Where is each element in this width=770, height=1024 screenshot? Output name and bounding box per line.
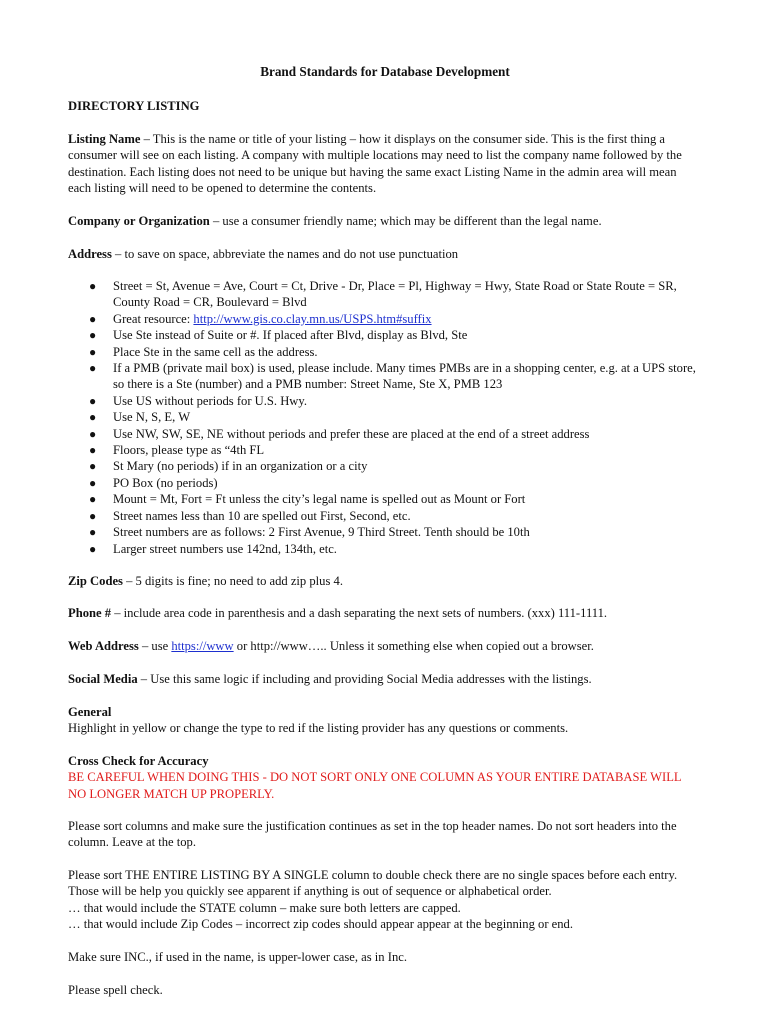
list-item: ● Floors, please type as “4th FL bbox=[89, 443, 265, 458]
list-item: ● Use N, S, E, W bbox=[89, 410, 191, 425]
bullet-icon: ● bbox=[89, 393, 97, 408]
document-title: Brand Standards for Database Development bbox=[260, 64, 510, 79]
list-item: ● Place Ste in the same cell as the address. bbox=[89, 344, 318, 359]
list-item: ● Street = St, Avenue = Ave, Court = Ct, Drive - Dr, Place = Pl, Highway = Hwy, State Road or State Route = SR, County Road = CR, Boulevard = Blvd bbox=[89, 279, 677, 310]
web-label: Web Address bbox=[68, 639, 139, 653]
section-heading: DIRECTORY LISTING bbox=[68, 99, 200, 113]
bullet-icon: ● bbox=[89, 459, 97, 474]
web-paragraph: Web Address – use https://www or http://www….. Unless it something else when copied out a browser. bbox=[68, 639, 594, 653]
bullet-icon: ● bbox=[89, 492, 97, 507]
zip-text: – 5 digits is fine; no need to add zip plus 4. bbox=[122, 574, 343, 588]
list-item: ● Mount = Mt, Fort = Ft unless the city’s legal name is spelled out as Mount or Fort bbox=[89, 492, 526, 507]
cross-check-warning: BE CAREFUL WHEN DOING THIS - DO NOT SORT ONLY ONE COLUMN AS YOUR ENTIRE DATABASE WILL NO LONGER MATCH UP PROPERLY. bbox=[68, 770, 682, 801]
company-label: Company or Organization bbox=[68, 214, 210, 228]
listing-name-label: Listing Name bbox=[68, 132, 141, 146]
address-text: – to save on space, abbreviate the names and do not use punctuation bbox=[111, 247, 459, 261]
address-paragraph bbox=[68, 246, 700, 262]
bullet-icon: ● bbox=[89, 541, 97, 556]
company-text: – use a consumer friendly name; which may be different than the legal name. bbox=[209, 214, 602, 228]
cross-check-section bbox=[68, 753, 700, 802]
social-paragraph bbox=[68, 671, 700, 687]
general-section bbox=[68, 704, 700, 737]
bullet-icon: ● bbox=[89, 279, 97, 293]
bullet-icon: ● bbox=[89, 410, 97, 425]
cross-check-heading: Cross Check for Accuracy bbox=[68, 754, 209, 768]
list-item: ● Use Ste instead of Suite or #. If placed after Blvd, display as Blvd, Ste bbox=[89, 328, 468, 343]
zip-paragraph bbox=[68, 573, 700, 589]
bullet-icon: ● bbox=[89, 361, 97, 376]
address-bullet-list bbox=[68, 278, 700, 557]
list-item: ● PO Box (no periods) bbox=[89, 475, 218, 490]
company-paragraph bbox=[68, 213, 700, 229]
bullet-icon: ● bbox=[89, 426, 97, 441]
spell-check-paragraph: Please spell check. bbox=[68, 983, 163, 997]
list-item: ● Use US without periods for U.S. Hwy. bbox=[89, 393, 308, 408]
list-item: ● Street names less than 10 are spelled out First, Second, etc. bbox=[89, 508, 411, 523]
listing-name-text: – This is the name or title of your listing – how it displays on the consumer side. This is the first thing a consumer will see on each listing. A company with multiple locations may need to list the company name followed by the destination. Each listing does not need to be unique but having the same exact Listing Name in the admin area will mean each listing will need to be opened to determine the contents. bbox=[68, 132, 682, 196]
list-item: ● Use NW, SW, SE, NE without periods and prefer these are placed at the end of a street address bbox=[89, 426, 590, 441]
phone-label: Phone # bbox=[68, 606, 112, 620]
bullet-icon: ● bbox=[89, 443, 97, 458]
phone-text: – include area code in parenthesis and a dash separating the next sets of numbers. (xxx) 111-1111. bbox=[111, 606, 608, 620]
usps-resource-link[interactable]: http://www.gis.co.clay.mn.us/USPS.htm#suffix bbox=[193, 311, 432, 326]
list-item: ● If a PMB (private mail box) is used, please include. Many times PMBs are in a shopping center, e.g. at a UPS store, so there is a Ste (number) and a PMB number: Street Name, Ste X, PMB 123 bbox=[89, 361, 696, 392]
zip-label: Zip Codes bbox=[68, 574, 123, 588]
bullet-icon: ● bbox=[89, 508, 97, 523]
social-text: – Use this same logic if including and providing Social Media addresses with the listings. bbox=[137, 672, 592, 686]
list-item: ● Street numbers are as follows: 2 First Avenue, 9 Third Street. Tenth should be 10th bbox=[89, 525, 530, 540]
social-label: Social Media bbox=[68, 672, 138, 686]
phone-paragraph bbox=[68, 605, 700, 621]
bullet-icon: ● bbox=[89, 311, 97, 326]
bullet-icon: ● bbox=[89, 328, 97, 343]
web-address-link[interactable]: https://www bbox=[171, 639, 234, 653]
bullet-icon: ● bbox=[89, 475, 97, 490]
listing-name-paragraph bbox=[68, 131, 700, 197]
list-item: ● Great resource: http://www.gis.co.clay.mn.us/USPS.htm#suffix bbox=[89, 311, 432, 326]
general-text: Highlight in yellow or change the type to red if the listing provider has any questions or comments. bbox=[68, 721, 569, 736]
list-item: ● St Mary (no periods) if in an organization or a city bbox=[89, 459, 368, 474]
list-item: ● Larger street numbers use 142nd, 134th, etc. bbox=[89, 541, 337, 556]
general-heading: General bbox=[68, 705, 112, 719]
sort-columns-paragraph: Please sort columns and make sure the justification continues as set in the top header names. Do not sort headers into the column. Leave at the top. bbox=[68, 819, 677, 850]
bullet-icon: ● bbox=[89, 344, 97, 359]
address-label: Address bbox=[68, 247, 112, 261]
bullet-icon: ● bbox=[89, 525, 97, 540]
inc-note-paragraph: Make sure INC., if used in the name, is upper-lower case, as in Inc. bbox=[68, 950, 407, 964]
sort-listing-paragraph: Please sort THE ENTIRE LISTING BY A SINGLE column to double check there are no single spaces before each entry. Those will be help you quickly see apparent if anything is out of sequence or alphabetical order. … that would include the STATE column – make sure both letters are capped. … that would include Zip Codes – incorrect zip codes should appear appear at the beginning or end. bbox=[68, 868, 678, 932]
